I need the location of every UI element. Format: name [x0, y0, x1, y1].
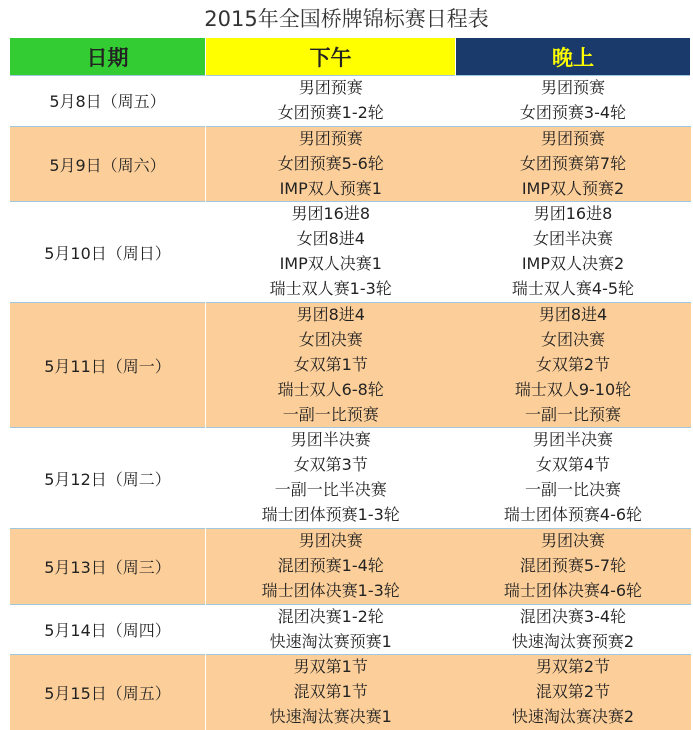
- date-cell: 5月11日（周一）: [10, 303, 206, 428]
- event-item: 快速淘汰赛预赛2: [511, 631, 635, 651]
- event-item: 快速淘汰赛决赛1: [269, 707, 392, 727]
- date-cell: 5月15日（周五）: [10, 655, 206, 730]
- event-item: 快速淘汰赛决赛2: [511, 707, 635, 727]
- page-title: 2015年全国桥牌锦标赛日程表: [204, 7, 489, 31]
- evening-cell: [456, 303, 691, 428]
- event-item: 女双第2节: [535, 354, 611, 374]
- schedule-row: [10, 303, 691, 428]
- event-item: 瑞士团体决赛4-6轮: [503, 580, 643, 600]
- evening-cell: [456, 655, 691, 730]
- event-item: 男团预赛: [540, 128, 605, 148]
- event-item: 瑞士团体预赛1-3轮: [261, 505, 400, 525]
- event-item: 男团8进4: [296, 305, 365, 325]
- afternoon-cell: [206, 655, 456, 730]
- event-item: 男团预赛: [540, 78, 605, 97]
- event-item: 男双第2节: [535, 657, 611, 677]
- schedule-row: [10, 604, 691, 655]
- event-item: 一副一比半决赛: [274, 480, 387, 500]
- event-item: 女双第3节: [293, 455, 368, 475]
- event-item: 快速淘汰赛预赛1: [269, 631, 392, 651]
- event-item: 男团预赛: [298, 128, 363, 148]
- event-item: 男团半决赛: [290, 430, 371, 450]
- event-item: 瑞士双人6-8轮: [277, 379, 384, 399]
- schedule-row: [10, 126, 691, 202]
- afternoon-cell: [206, 76, 456, 127]
- afternoon-cell: [206, 202, 456, 303]
- evening-cell: [456, 202, 691, 303]
- event-item: 一副一比预赛: [524, 404, 621, 424]
- afternoon-cell: [206, 604, 456, 655]
- evening-cell: [456, 76, 691, 127]
- header-evening: 晚上: [456, 38, 691, 76]
- event-item: 一副一比预赛: [282, 404, 379, 424]
- event-item: 瑞士团体决赛1-3轮: [261, 580, 400, 600]
- event-item: 混团预赛5-7轮: [519, 555, 627, 575]
- event-item: 女团8进4: [296, 229, 365, 249]
- header-date: 日期: [10, 38, 206, 76]
- event-item: 男团决赛: [540, 531, 605, 551]
- event-item: 混团预赛1-4轮: [277, 555, 384, 575]
- date-cell: 5月8日（周五）: [10, 76, 206, 127]
- event-item: 男团16进8: [533, 204, 613, 224]
- event-item: 男团决赛: [298, 531, 363, 551]
- event-item: 瑞士双人赛4-5轮: [511, 279, 635, 299]
- schedule-row: [10, 655, 691, 730]
- evening-cell: [456, 604, 691, 655]
- schedule-row: [10, 202, 691, 303]
- date-cell: 5月12日（周二）: [10, 428, 206, 529]
- event-item: IMP双人预赛2: [521, 178, 625, 198]
- event-item: 男团8进4: [538, 305, 608, 325]
- event-item: 混双第2节: [535, 682, 611, 702]
- schedule-body: [10, 76, 691, 730]
- event-item: 女团半决赛: [532, 229, 613, 249]
- date-cell: 5月13日（周三）: [10, 529, 206, 605]
- event-item: IMP双人预赛1: [279, 178, 382, 198]
- event-item: IMP双人决赛1: [279, 254, 382, 274]
- afternoon-cell: [206, 428, 456, 529]
- schedule-row: [10, 76, 691, 127]
- event-item: 女团决赛: [298, 329, 363, 349]
- event-item: 女双第1节: [293, 354, 368, 374]
- event-item: 混双第1节: [293, 682, 368, 702]
- date-cell: 5月9日（周六）: [10, 126, 206, 202]
- afternoon-cell: [206, 303, 456, 428]
- event-item: 男团预赛: [298, 78, 363, 97]
- schedule-row: [10, 428, 691, 529]
- event-item: 女双第4节: [535, 455, 611, 475]
- event-item: 女团预赛第7轮: [519, 153, 627, 173]
- header-row: [10, 38, 691, 76]
- date-cell: 5月10日（周日）: [10, 202, 206, 303]
- schedule-table: [10, 38, 691, 730]
- event-item: 男双第1节: [293, 657, 368, 677]
- event-item: 女团决赛: [540, 329, 605, 349]
- event-item: 女团预赛1-2轮: [277, 102, 384, 122]
- event-item: 瑞士双人9-10轮: [514, 379, 632, 399]
- event-item: 瑞士团体预赛4-6轮: [503, 505, 643, 525]
- event-item: 混团决赛1-2轮: [277, 606, 384, 626]
- evening-cell: [456, 529, 691, 605]
- event-item: 女团预赛5-6轮: [277, 153, 384, 173]
- event-item: IMP双人决赛2: [521, 254, 625, 274]
- event-item: 男团半决赛: [532, 430, 613, 450]
- event-item: 混团决赛3-4轮: [519, 606, 627, 626]
- afternoon-cell: [206, 126, 456, 202]
- event-item: 瑞士双人赛1-3轮: [269, 279, 392, 299]
- schedule-row: [10, 529, 691, 605]
- date-cell: 5月14日（周四）: [10, 604, 206, 655]
- event-item: 一副一比决赛: [524, 480, 621, 500]
- evening-cell: [456, 428, 691, 529]
- event-item: 女团预赛3-4轮: [519, 102, 627, 122]
- evening-cell: [456, 126, 691, 202]
- afternoon-cell: [206, 529, 456, 605]
- header-afternoon: 下午: [206, 38, 456, 76]
- event-item: 男团16进8: [291, 204, 371, 224]
